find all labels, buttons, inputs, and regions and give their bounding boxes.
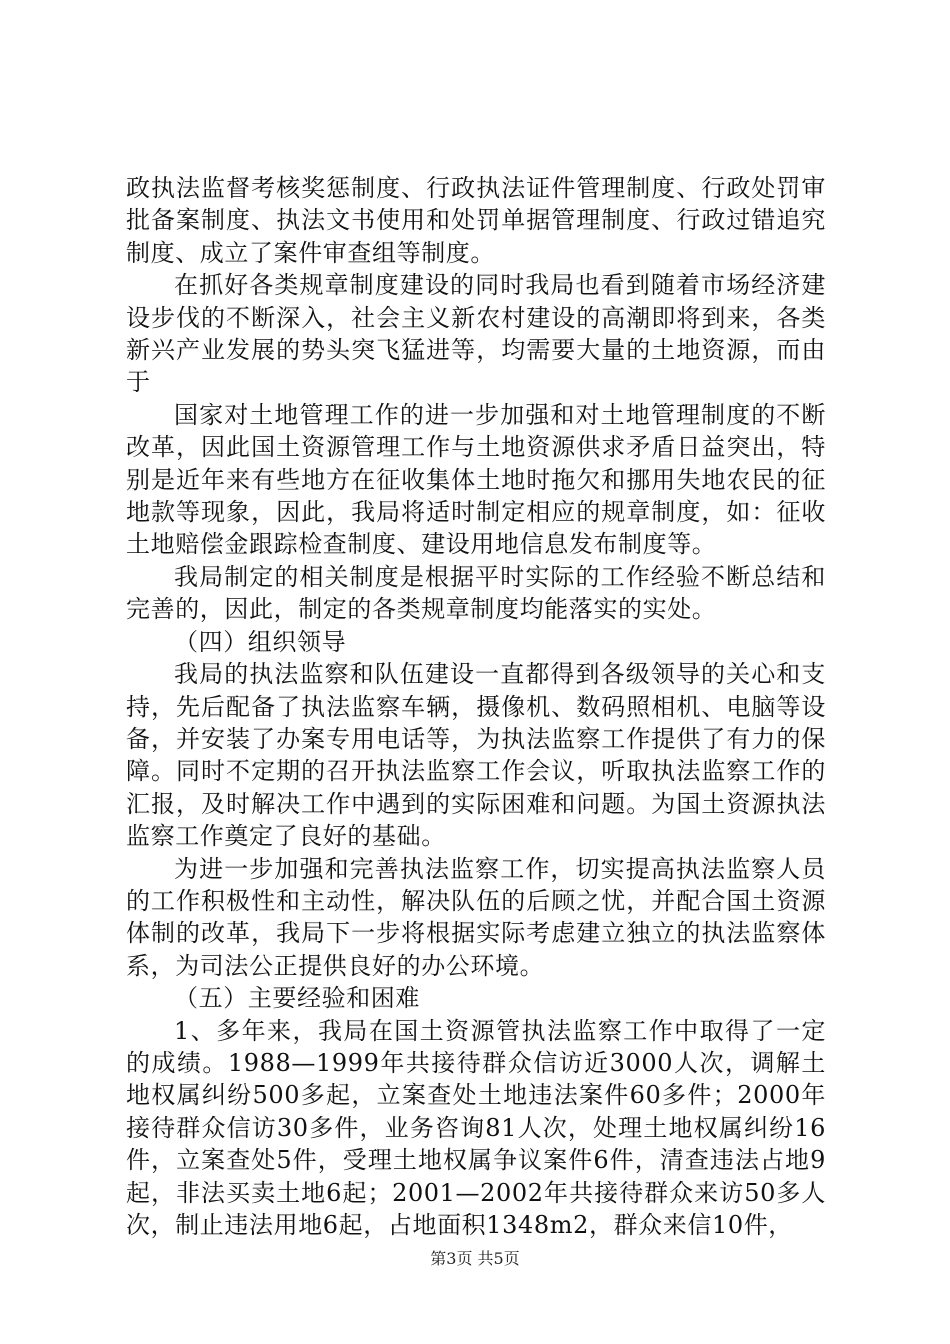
paragraph: 在抓好各类规章制度建设的同时我局也看到随着市场经济建设步伐的不断深入，社会主义新农村建设的高潮即将到来，各类新兴产业发展的势头突飞猛进等，均需要大量的土地资源，而由于 xyxy=(126,271,826,397)
paragraph: 我局的执法监察和队伍建设一直都得到各级领导的关心和支持，先后配备了执法监察车辆，摄像机、数码照相机、电脑等设备，并安装了办案专用电话等，为执法监察工作提供了有力的保障。同时不定期的召开执法监察工作会议，听取执法监察工作的汇报，及时解决工作中遇到的实际困难和问题。为国土资源执法监察工作奠定了良好的基础。 xyxy=(126,660,826,851)
paragraph: 1、多年来，我局在国土资源管执法监察工作中取得了一定的成绩。1988—1999年共接待群众信访近3000人次，调解土地权属纠纷500多起，立案查处土地违法案件60多件；2000年接待群众信访30多件，业务咨询81人次，处理土地权属纠纷16件，立案查处5件，受理土地权属争议案件6件，清查违法占地9起，非法买卖土地6起；2001—2002年共接待群众来访50多人次，制止违法用地6起，占地面积1348m2，群众来信10件， xyxy=(126,1016,826,1239)
paragraph: 我局制定的相关制度是根据平时实际的工作经验不断总结和完善的，因此，制定的各类规章制度均能落实的实处。 xyxy=(126,562,826,624)
paragraph: 政执法监督考核奖惩制度、行政执法证件管理制度、行政处罚审批备案制度、执法文书使用和处罚单据管理制度、行政过错追究制度、成立了案件审查组等制度。 xyxy=(126,174,826,267)
section-heading: （五）主要经验和困难 xyxy=(174,984,420,1013)
document-body xyxy=(126,172,826,1241)
section-heading: （四）组织领导 xyxy=(174,627,347,656)
paragraph: 国家对土地管理工作的进一步加强和对土地管理制度的不断改革，因此国土资源管理工作与土地资源供求矛盾日益突出，特别是近年来有些地方在征收集体土地时拖欠和挪用失地农民的征地款等现象，因此，我局将适时制定相应的规章制度，如：征收土地赔偿金跟踪检查制度、建设用地信息发布制度等。 xyxy=(126,400,826,559)
page-footer: 第3页 共5页 xyxy=(430,1249,520,1268)
paragraph: 为进一步加强和完善执法监察工作，切实提高执法监察人员的工作积极性和主动性，解决队伍的后顾之忧，并配合国土资源体制的改革，我局下一步将根据实际考虑建立独立的执法监察体系，为司法公正提供良好的办公环境。 xyxy=(126,854,826,980)
